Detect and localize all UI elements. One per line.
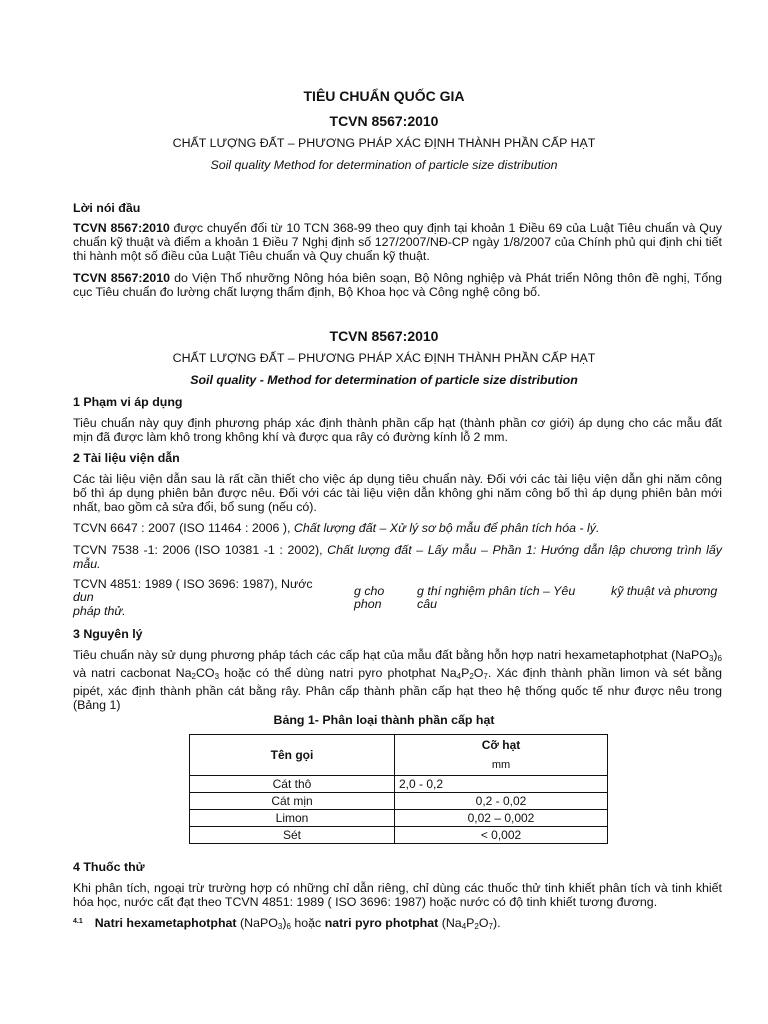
reference-1-code: TCVN 6647 : 2007 (ISO 11464 : 2006 ), [73, 521, 294, 535]
reference-3-part-b: dun [73, 590, 94, 604]
foreword-code-1: TCVN 8567:2010 [73, 221, 170, 235]
table-cell-size: < 0,002 [395, 827, 608, 844]
section-2-heading: 2 Tài liệu viện dẫn [73, 451, 180, 465]
table-cell-size: 0,2 - 0,02 [395, 793, 608, 810]
foreword-text-1: được chuyển đổi từ 10 TCN 368-99 theo quy định tại khoản 1 Điều 69 của Luật Tiêu chuẩn và Quy chuẩn kỹ thuật và điểm a khoản 1 Điều 7 Nghị định số 127/2007/NĐ-CP ngày 1/8/2007 của Chính phủ qui định chi tiết thi hành một số điều của Luật Tiêu chuẩn và Quy chuẩn kỹ thuật. [73, 221, 722, 263]
body-subtitle-vietnamese: CHẤT LƯỢNG ĐẤT – PHƯƠNG PHÁP XÁC ĐỊNH THÀNH PHẦN CẤP HẠT [172, 351, 596, 365]
subtitle-english: Soil quality Method for determination of particle size distribution [210, 158, 558, 172]
standard-code: TCVN 8567:2010 [329, 113, 439, 129]
document-title: TIÊU CHUẨN QUỐC GIA [303, 88, 465, 104]
table-row [190, 827, 608, 844]
particle-size-table [189, 734, 608, 844]
foreword-paragraph-2 [73, 271, 722, 299]
table-cell-name: Cát mịn [190, 793, 395, 810]
table-cell-name: Cát thô [190, 776, 395, 793]
foreword-text-2: do Viện Thổ nhưỡng Nông hóa biên soạn, Bộ Nông nghiệp và Phát triển Nông thôn đề nghị, Tổng cục Tiêu chuẩn đo lường chất lượng thẩm định, Bộ Khoa học và Công nghệ công bố. [73, 271, 722, 299]
reagent-item-4-1: $^{4.1}$ Natri hexametaphotphat $(NaPO_3)_6$ hoặc natri pyro photphat $(Na_4P_2O_7)$. [73, 916, 501, 931]
body-subtitle-english: Soil quality - Method for determination of particle size distribution [190, 373, 578, 387]
reference-3-part-d: g thí nghiệm phân tích – Yêu [417, 584, 576, 598]
reference-1 [73, 521, 722, 535]
table-row [190, 776, 608, 793]
reference-2-title: Chất lượng đất – Lấy mẫu – Phần 1: Hướng dẫn lập chương trình lấy mẫu. [73, 543, 722, 571]
table-cell-size: 2,0 - 0,2 [395, 776, 608, 793]
section-4-text: Khi phân tích, ngoại trừ trường hợp có những chỉ dẫn riêng, chỉ dùng các thuốc thử tinh khiết phân tích và tinh khiết hóa học, nước cất đạt theo TCVN 4851: 1989 ( ISO 3696: 1987) hoặc nước có độ tinh khiết tương đương. [73, 881, 722, 909]
reference-3-part-c: g cho [354, 584, 385, 598]
reference-2 [73, 543, 722, 571]
table-header-row [190, 735, 608, 776]
foreword-paragraph-1 [73, 221, 722, 263]
foreword-code-2: TCVN 8567:2010 [73, 271, 171, 285]
reagent-item-number: 4.1 [73, 918, 83, 925]
reference-3-part-c2: phon [354, 597, 382, 611]
reference-3-part-d2: câu [417, 597, 437, 611]
table-cell-name: Sét [190, 827, 395, 844]
section-1-text: Tiêu chuẩn này quy định phương pháp xác định thành phần cấp hạt (thành phần cơ giới) áp dụng cho các mẫu đất mịn đã được làm khô trong không khí và được qua rây có đường kính lỗ 2 mm. [73, 416, 722, 444]
subtitle-vietnamese: CHẤT LƯỢNG ĐẤT – PHƯƠNG PHÁP XÁC ĐỊNH THÀNH PHẦN CẤP HẠT [172, 136, 596, 150]
reference-3-part-a: TCVN 4851: 1989 ( ISO 3696: 1987), Nước [73, 577, 313, 591]
table-cell-name: Limon [190, 810, 395, 827]
reference-3-part-e: kỹ thuật và phương [611, 584, 718, 598]
section-3-heading: 3 Nguyên lý [73, 627, 143, 641]
table-header-name: Tên gọi [190, 735, 395, 776]
table-header-size: Cỡ hạt mm [395, 735, 608, 776]
foreword-heading: Lời nói đầu [73, 201, 141, 215]
section-3-text: Tiêu chuẩn này sử dụng phương pháp tách các cấp hạt của mẫu đất bằng hỗn hợp natri hexametaphotphat $(NaPO_3)_6$ và natri cacbonat $Na_2CO_3$ hoặc có thể dùng natri pyro photphat $Na_4P_2O_7$. Xác định thành phần limon và sét bằng pipét, xác định thành phần cát bằng rây. Phân cấp thành phần cấp hạt theo hệ thống quốc tế như được nêu trong (Bảng 1) [73, 648, 723, 712]
section-4-heading: 4 Thuốc thử [73, 860, 145, 874]
reference-3-part-f: pháp thử. [73, 604, 126, 618]
table-cell-size: 0,02 – 0,002 [395, 810, 608, 827]
reference-1-title: Chất lượng đất – Xử lý sơ bộ mẫu để phân tích hóa - lý. [293, 521, 600, 535]
body-standard-code: TCVN 8567:2010 [329, 328, 439, 344]
table-row [190, 810, 608, 827]
table-row [190, 793, 608, 810]
table-1-caption: Bảng 1- Phân loại thành phần cấp hạt [273, 713, 495, 727]
section-1-heading: 1 Phạm vi áp dụng [73, 395, 183, 409]
section-2-text: Các tài liệu viện dẫn sau là rất cần thiết cho việc áp dụng tiêu chuẩn này. Đối với các tài liệu viện dẫn ghi năm công bố thì áp dụng phiên bản được nêu. Đối với các tài liệu viện dẫn không ghi năm công bố thì áp dụng phiên bản mới nhất, bao gồm cả sửa đổi, bổ sung (nếu có). [73, 472, 722, 514]
reference-2-code: TCVN 7538 -1: 2006 (ISO 10381 -1 : 2002), [73, 543, 328, 557]
